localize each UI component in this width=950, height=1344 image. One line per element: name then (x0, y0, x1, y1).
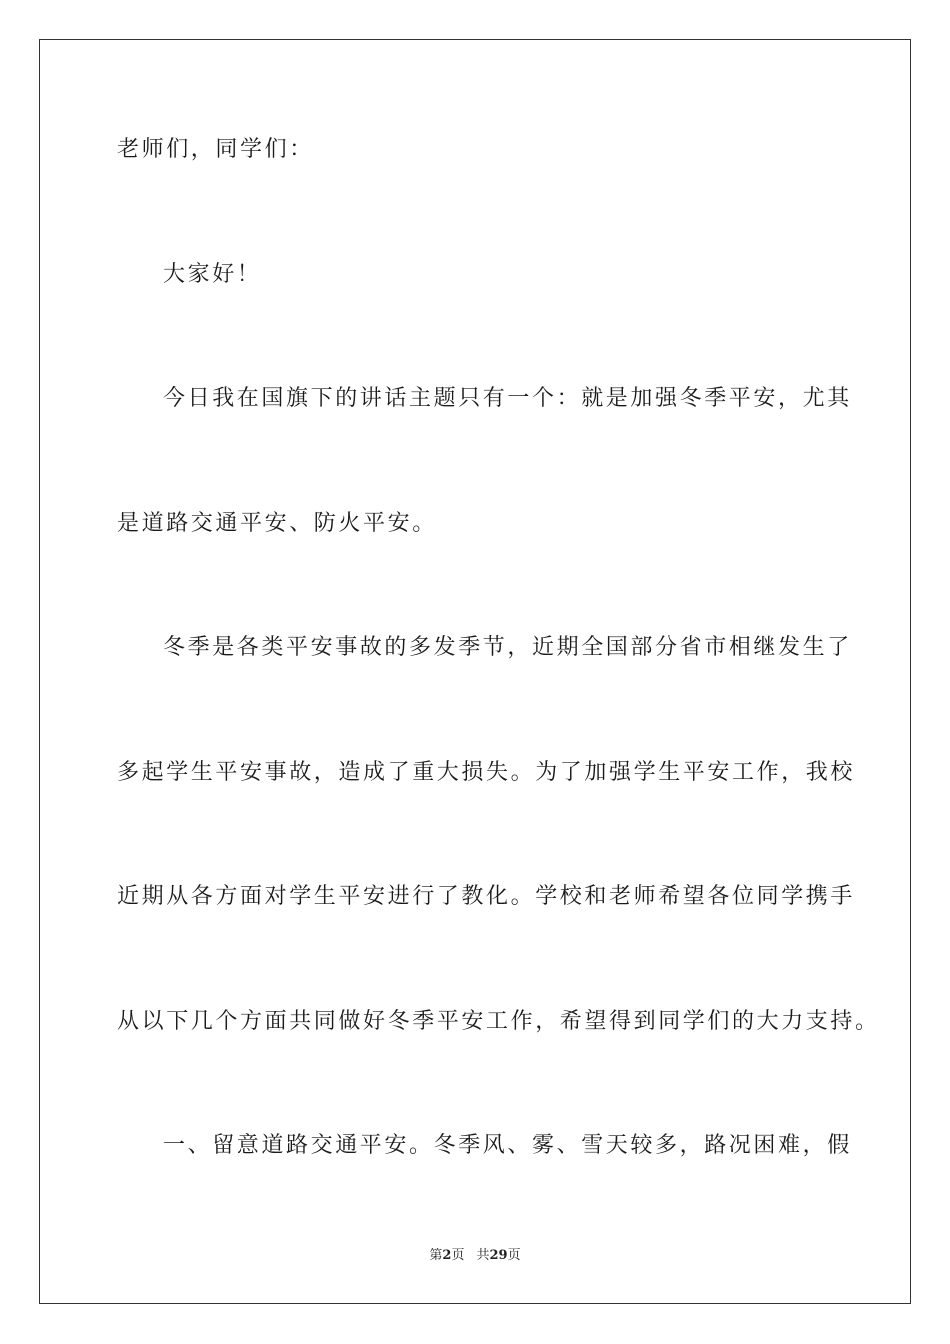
greeting-line: 大家好！ (163, 262, 262, 287)
total-suffix: 页 (507, 1248, 521, 1263)
paragraph-line: 多起学生平安事故，造成了重大损失。为了加强学生平安工作，我校 (117, 760, 856, 785)
page-border (39, 39, 911, 1304)
salutation-line: 老师们，同学们： (117, 137, 314, 162)
paragraph-line: 近期从各方面对学生平安进行了教化。学校和老师希望各位同学携手 (117, 884, 856, 909)
paragraph-line: 是道路交通平安、防火平安。 (117, 511, 437, 536)
page-prefix: 第 (429, 1248, 443, 1263)
page-footer (0, 1248, 950, 1264)
total-prefix: 共 (476, 1248, 490, 1263)
page-suffix: 页 (451, 1248, 465, 1263)
paragraph-line: 一、留意道路交通平安。冬季风、雾、雪天较多，路况困难，假 (163, 1133, 852, 1158)
paragraph-line: 冬季是各类平安事故的多发季节，近期全国部分省市相继发生了 (163, 635, 852, 660)
page-number: 2 (442, 1248, 452, 1263)
total-pages: 29 (489, 1248, 508, 1263)
paragraph-line: 今日我在国旗下的讲话主题只有一个：就是加强冬季平安，尤其 (163, 386, 852, 411)
paragraph-line: 从以下几个方面共同做好冬季平安工作，希望得到同学们的大力支持。 (117, 1009, 880, 1034)
